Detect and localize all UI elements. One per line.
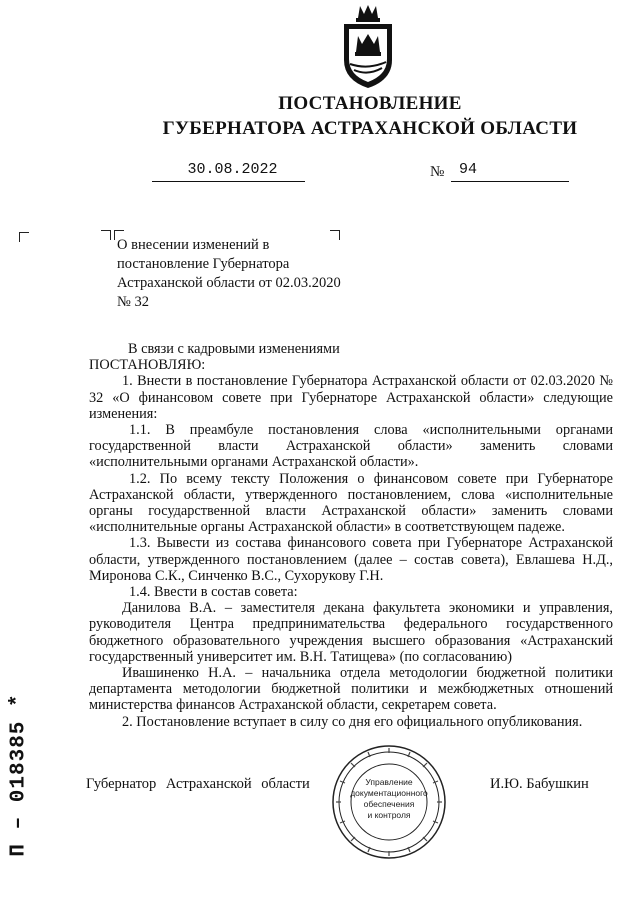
intro-paragraph: В связи с кадровыми изменениями bbox=[128, 341, 340, 357]
bracket-corner bbox=[101, 230, 111, 240]
decree-word: ПОСТАНОВЛЯЮ: bbox=[89, 357, 206, 374]
document-date: 30.08.2022 bbox=[152, 161, 305, 182]
stamp-text: документационного bbox=[350, 788, 428, 798]
paragraph-1-4: 1.4. Ввести в состав совета: bbox=[129, 584, 298, 601]
paragraph-1-2: 1.2. По всему тексту Положения о финансовом совете при Губернаторе Астраханской области, утвержденного постановлением, слова «исполнительные органы государственной власти Астраханской области» заменить словами «исполнительные органы Астраханской области» в соответствующем падеже. bbox=[89, 470, 613, 536]
document-issuer: ГУБЕРНАТОРА АСТРАХАНСКОЙ ОБЛАСТИ bbox=[162, 118, 578, 139]
paragraph-1-4-a: Данилова В.А. – заместителя декана факультета экономики и управления, руководителя Центра предпринимательства федерального государственного бюджетного образовательного учреждения высшего образования «Астраханский государственный университет им. В.Н. Татищева» (по согласованию) bbox=[89, 600, 613, 665]
document-number: 94 bbox=[451, 161, 569, 182]
paragraph-1-4-b: Ивашиненко Н.А. – начальника отдела методологии бюджетной политики департамента методологии бюджетной политики и межбюджетных отношений министерства финансов Астраханской области, секретарем совета. bbox=[89, 665, 613, 714]
number-sign: № bbox=[430, 164, 445, 180]
registration-stamp bbox=[330, 743, 448, 861]
signatory-name: И.Ю. Бабушкин bbox=[490, 776, 589, 792]
paragraph-1-3: 1.3. Вывести из состава финансового совета при Губернаторе Астраханской области, утвержденного постановлением (далее – состав совета), Евлашева Н.Д., Миронова С.К., Синченко В.С., Сухорукову Г.Н. bbox=[89, 535, 613, 584]
document-title: ПОСТАНОВЛЕНИЕ bbox=[278, 93, 462, 114]
document-serial-code bbox=[2, 690, 36, 860]
stamp-text: Управление bbox=[365, 777, 413, 787]
paragraph-2: 2. Постановление вступает в силу со дня его официального опубликования. bbox=[122, 713, 583, 730]
coat-of-arms-emblem bbox=[336, 4, 400, 90]
stamp-text: и контроля bbox=[367, 810, 411, 820]
paragraph-1-1: 1.1. В преамбуле постановления слова «исполнительными органами государственной власти Астраханской области» заменить словами «исполнительными органами Астраханской области». bbox=[89, 422, 613, 471]
serial-code-text: П – 018385 * bbox=[7, 693, 31, 857]
signatory-position: Губернатор Астраханской области bbox=[86, 776, 310, 792]
stamp-text: обеспечения bbox=[363, 799, 415, 809]
document-subject: О внесении изменений в постановление Губернатора Астраханской области от 02.03.2020 № 32 bbox=[117, 237, 341, 310]
paragraph-1: 1. Внести в постановление Губернатора Астраханской области от 02.03.2020 № 32 «О финансовом совете при Губернаторе Астраханской области» следующие изменения: bbox=[89, 373, 613, 422]
document-body bbox=[89, 341, 613, 730]
bracket-corner bbox=[19, 232, 29, 242]
